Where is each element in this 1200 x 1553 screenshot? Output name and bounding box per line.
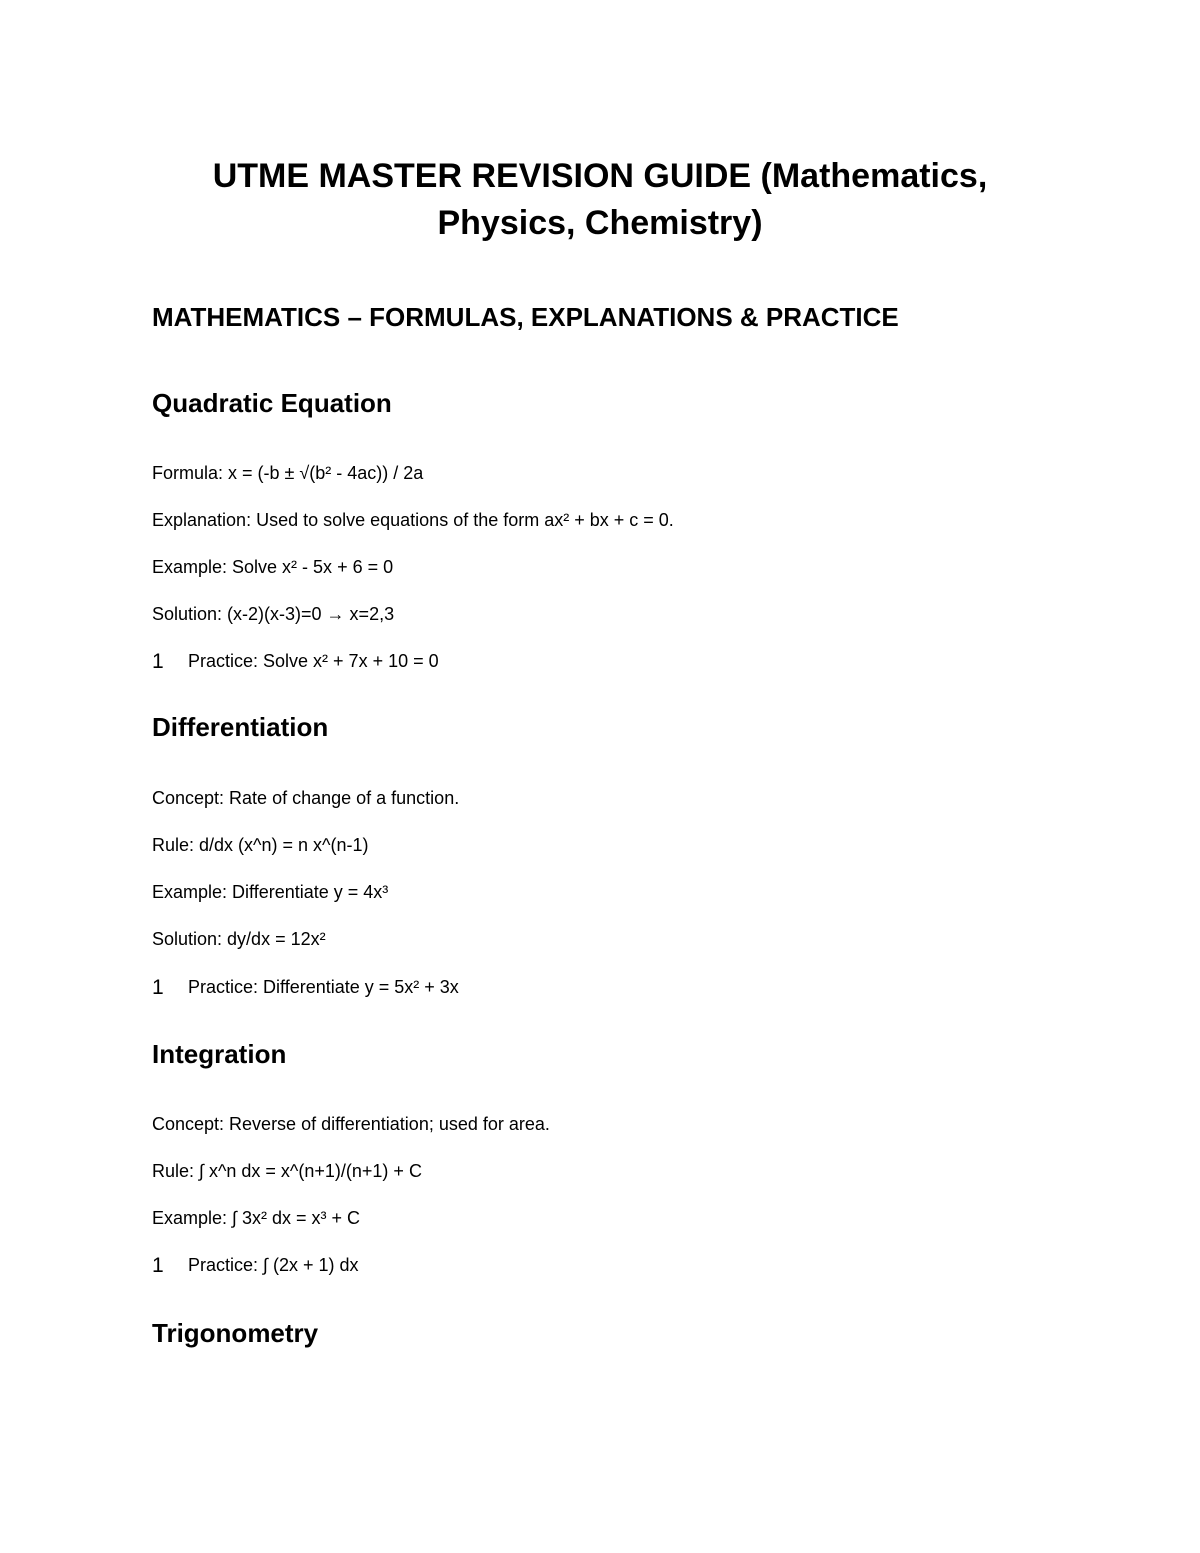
quadratic-explanation: Explanation: Used to solve equations of the form ax² + bx + c = 0. [152,510,674,530]
differentiation-practice: Practice: Differentiate y = 5x² + 3x [188,977,459,997]
topic-heading-differentiation: Differentiation [152,712,329,742]
integration-concept: Concept: Reverse of differentiation; used for area. [152,1114,550,1134]
differentiation-concept: Concept: Rate of change of a function. [152,788,460,808]
quadratic-practice-number: 1 [152,650,164,673]
quadratic-practice: Practice: Solve x² + 7x + 10 = 0 [188,651,439,671]
section-heading-mathematics: MATHEMATICS – FORMULAS, EXPLANATIONS & PRACTICE [152,302,899,332]
integration-practice: Practice: ∫ (2x + 1) dx [188,1255,359,1275]
topic-heading-trigonometry: Trigonometry [152,1318,319,1348]
topic-heading-integration: Integration [152,1039,287,1069]
integration-rule: Rule: ∫ x^n dx = x^(n+1)/(n+1) + C [152,1161,422,1181]
quadratic-solution: Solution: (x-2)(x-3)=0 → x=2,3 [152,604,395,624]
differentiation-rule: Rule: d/dx (x^n) = n x^(n-1) [152,835,369,855]
differentiation-practice-number: 1 [152,976,164,999]
document-title: UTME MASTER REVISION GUIDE (Mathematics, Physics, Chemistry) [212,157,988,242]
quadratic-example: Example: Solve x² - 5x + 6 = 0 [152,557,394,577]
integration-example: Example: ∫ 3x² dx = x³ + C [152,1208,361,1228]
differentiation-example: Example: Differentiate y = 4x³ [152,882,389,902]
topic-heading-quadratic-equation: Quadratic Equation [152,388,392,418]
quadratic-formula: Formula: x = (-b ± √(b² - 4ac)) / 2a [152,463,424,483]
differentiation-solution: Solution: dy/dx = 12x² [152,929,326,949]
integration-practice-number: 1 [152,1254,164,1277]
